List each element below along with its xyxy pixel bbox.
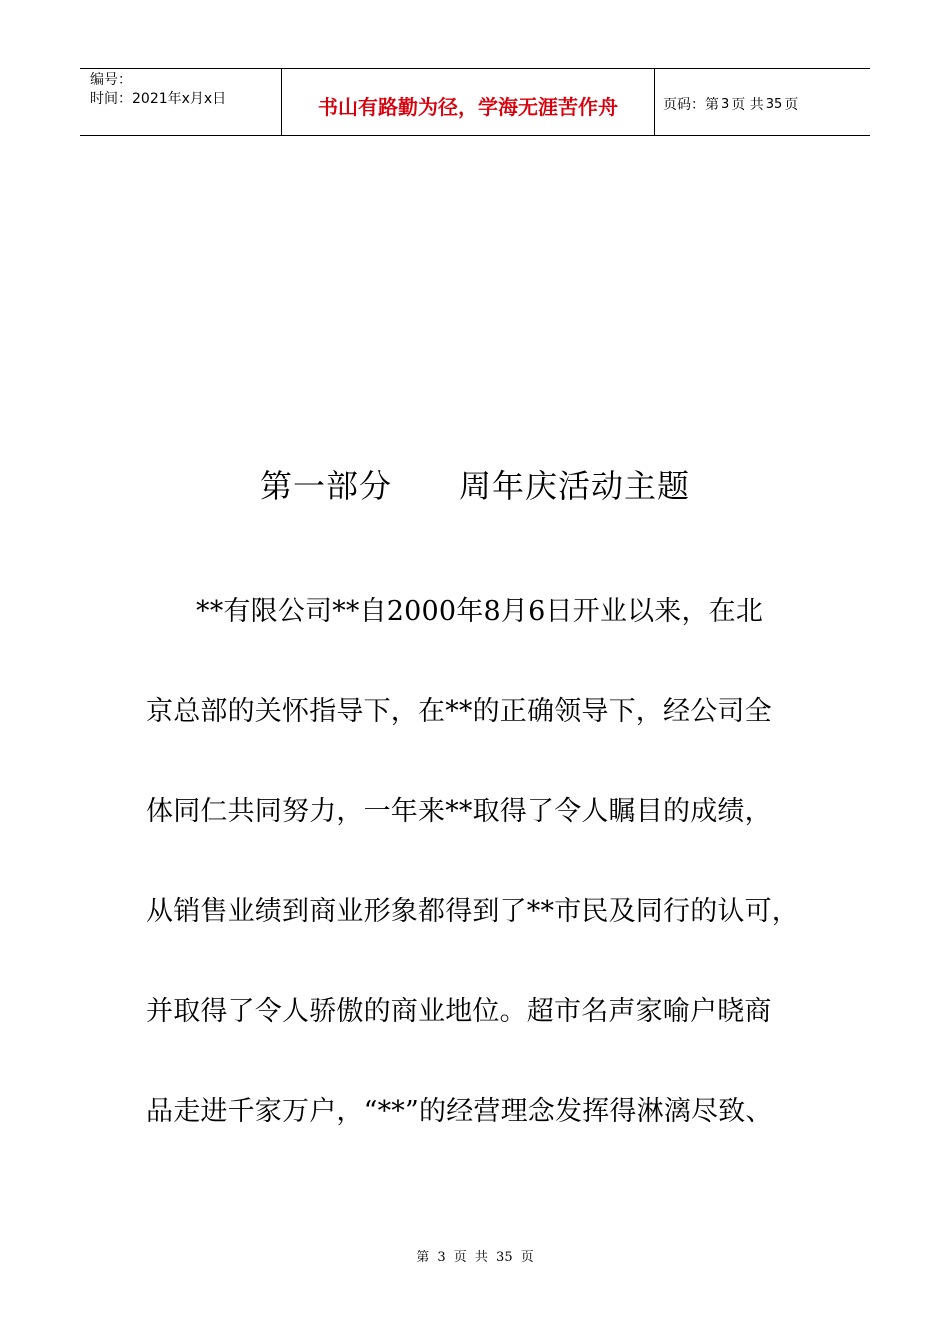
document-time-label: 时间：2021年x月x日: [90, 91, 227, 107]
page-current: 3: [721, 96, 730, 112]
paragraph-line: 体同仁共同努力，一年来**取得了令人瞩目的成绩，: [146, 796, 772, 827]
paragraph-line: 品走进千家万户，“**”的经营理念发挥得淋漓尽致、: [146, 1096, 773, 1127]
header-motto: 书山有路勤为径，学海无涯苦作舟: [318, 94, 618, 119]
header-page-cell: [655, 69, 870, 135]
header-motto-cell: [281, 69, 655, 135]
paragraph-line: 并取得了令人骄傲的商业地位。超市名声家喻户晓商: [146, 996, 772, 1027]
page-footer: 第 3 页 共 35 页: [416, 1250, 534, 1265]
section-title: 第一部分 周年庆活动主题: [259, 467, 691, 505]
page-suffix: 页: [784, 97, 799, 113]
body-paragraph: [146, 580, 828, 1180]
page-header: [80, 68, 870, 136]
document-number-label: 编号：: [90, 72, 132, 88]
page-total: 35: [765, 96, 783, 112]
paragraph-line: 京总部的关怀指导下，在**的正确领导下，经公司全: [146, 696, 772, 727]
paragraph-line: 从销售业绩到商业形象都得到了**市民及同行的认可，: [146, 896, 799, 927]
page-mid: 页 共: [731, 97, 764, 113]
paragraph-line: **有限公司**自2000年8月6日开业以来，在北: [196, 596, 764, 627]
page-prefix: 页码：第: [663, 97, 719, 113]
header-meta-cell: [80, 69, 281, 135]
